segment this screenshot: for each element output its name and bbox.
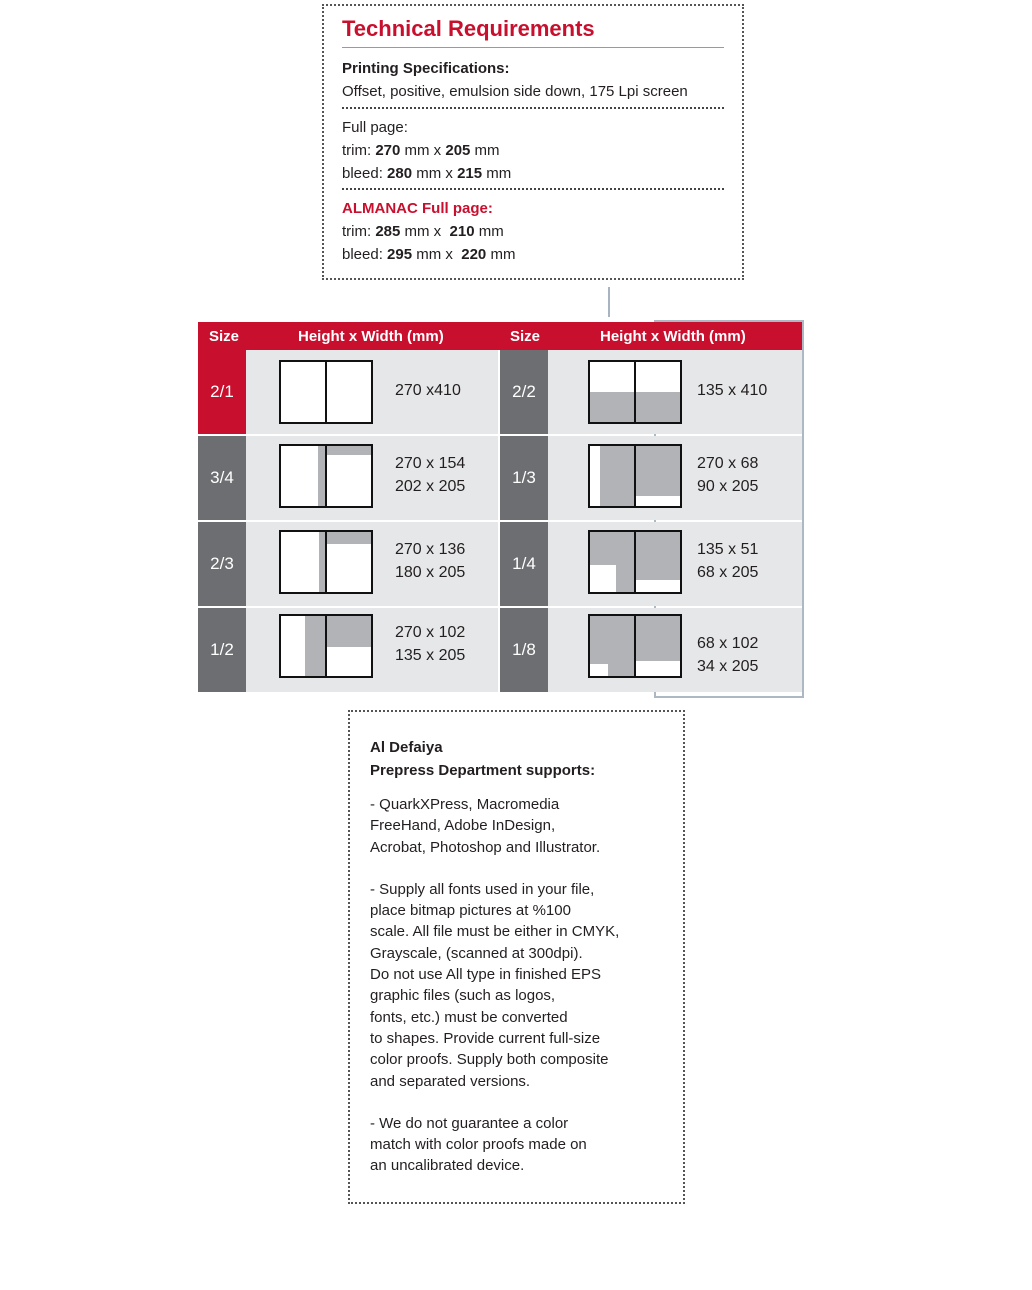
header-size-right: Size: [510, 328, 541, 345]
size-cell: 2/3: [198, 522, 246, 606]
table-row: [500, 522, 802, 606]
spread-diagram-1-3: [588, 444, 682, 508]
printing-specifications-text: Offset, positive, emulsion side down, 175 Lpi screen: [342, 83, 688, 100]
table-row: [198, 350, 498, 434]
header-size-left: Size: [209, 328, 240, 345]
full-page-section: [342, 109, 724, 190]
spread-diagram-1-4: [588, 530, 682, 594]
bullet-color: - We do not guarantee a color match with color proofs made on an uncalibrated device.: [370, 1114, 587, 1175]
dims-lines: 135 x 51 68 x 205: [697, 541, 759, 581]
full-page-label: Full page:: [342, 119, 408, 136]
dims-line1: 270 x410: [395, 382, 461, 399]
table-row: [500, 350, 802, 434]
table-row: [500, 436, 802, 520]
spread-diagram-3-4: [279, 444, 373, 508]
full-page-bleed: bleed: 280 mm x 215 mm: [342, 165, 512, 182]
almanac-trim: trim: 285 mm x 210 mm: [342, 223, 504, 240]
table-header: [198, 322, 802, 350]
table-row: [198, 436, 498, 520]
size-cell: 1/2: [198, 608, 246, 692]
spread-diagram-2-2: [588, 360, 682, 424]
printing-specifications-section: [342, 57, 724, 109]
dims-line1: 135 x 410: [697, 382, 768, 399]
spread-diagram-1-2: [279, 614, 373, 678]
size-cell: 2/2: [500, 350, 548, 434]
size-cell: 1/4: [500, 522, 548, 606]
almanac-bleed: bleed: 295 mm x 220 mm: [342, 246, 516, 263]
spread-diagram-2-1: [279, 360, 373, 424]
dims-lines: 270 x 102 135 x 205: [395, 624, 466, 664]
technical-requirements-title: Technical Requirements: [342, 16, 724, 48]
connector-line: [608, 287, 610, 317]
spread-diagram-2-3: [279, 530, 373, 594]
size-cell: 1/8: [500, 608, 548, 692]
header-dims-right: Height x Width (mm): [600, 328, 746, 345]
bullet-fonts: - Supply all fonts used in your file, place bitmap pictures at %100 scale. All file must be either in CMYK, Grayscale, (scanned at 300dpi). Do not use All type in finished EPS graphic files (such as logos, fonts, etc.) must be converted to shapes. Provide current full-size color proofs. Supply both composite and separated versions.: [370, 880, 620, 1090]
dims-lines: 270 x 136 180 x 205: [395, 541, 466, 581]
almanac-section: [342, 190, 724, 266]
size-cell: 3/4: [198, 436, 246, 520]
prepress-box: [348, 710, 685, 1204]
table-row: [198, 608, 498, 692]
size-cell: 2/1: [198, 350, 246, 434]
size-cell: 1/3: [500, 436, 548, 520]
printing-specifications-label: Printing Specifications:: [342, 60, 510, 77]
full-page-trim: trim: 270 mm x 205 mm: [342, 142, 500, 159]
prepress-heading: Al Defaiya Prepress Department supports:: [370, 739, 596, 779]
spread-diagram-1-8: [588, 614, 682, 678]
table-row: [500, 608, 802, 692]
dims-lines: 270 x 68 90 x 205: [697, 455, 759, 495]
dims-lines: 270 x 154 202 x 205: [395, 455, 466, 495]
table-row: [198, 522, 498, 606]
dims-lines: 68 x 102 34 x 205: [697, 635, 759, 675]
bullet-software: - QuarkXPress, Macromedia FreeHand, Adobe InDesign, Acrobat, Photoshop and Illustrator.: [370, 796, 601, 856]
header-dims-left: Height x Width (mm): [298, 328, 444, 345]
technical-requirements-box: [322, 4, 744, 280]
almanac-full-page-label: ALMANAC Full page:: [342, 200, 493, 217]
